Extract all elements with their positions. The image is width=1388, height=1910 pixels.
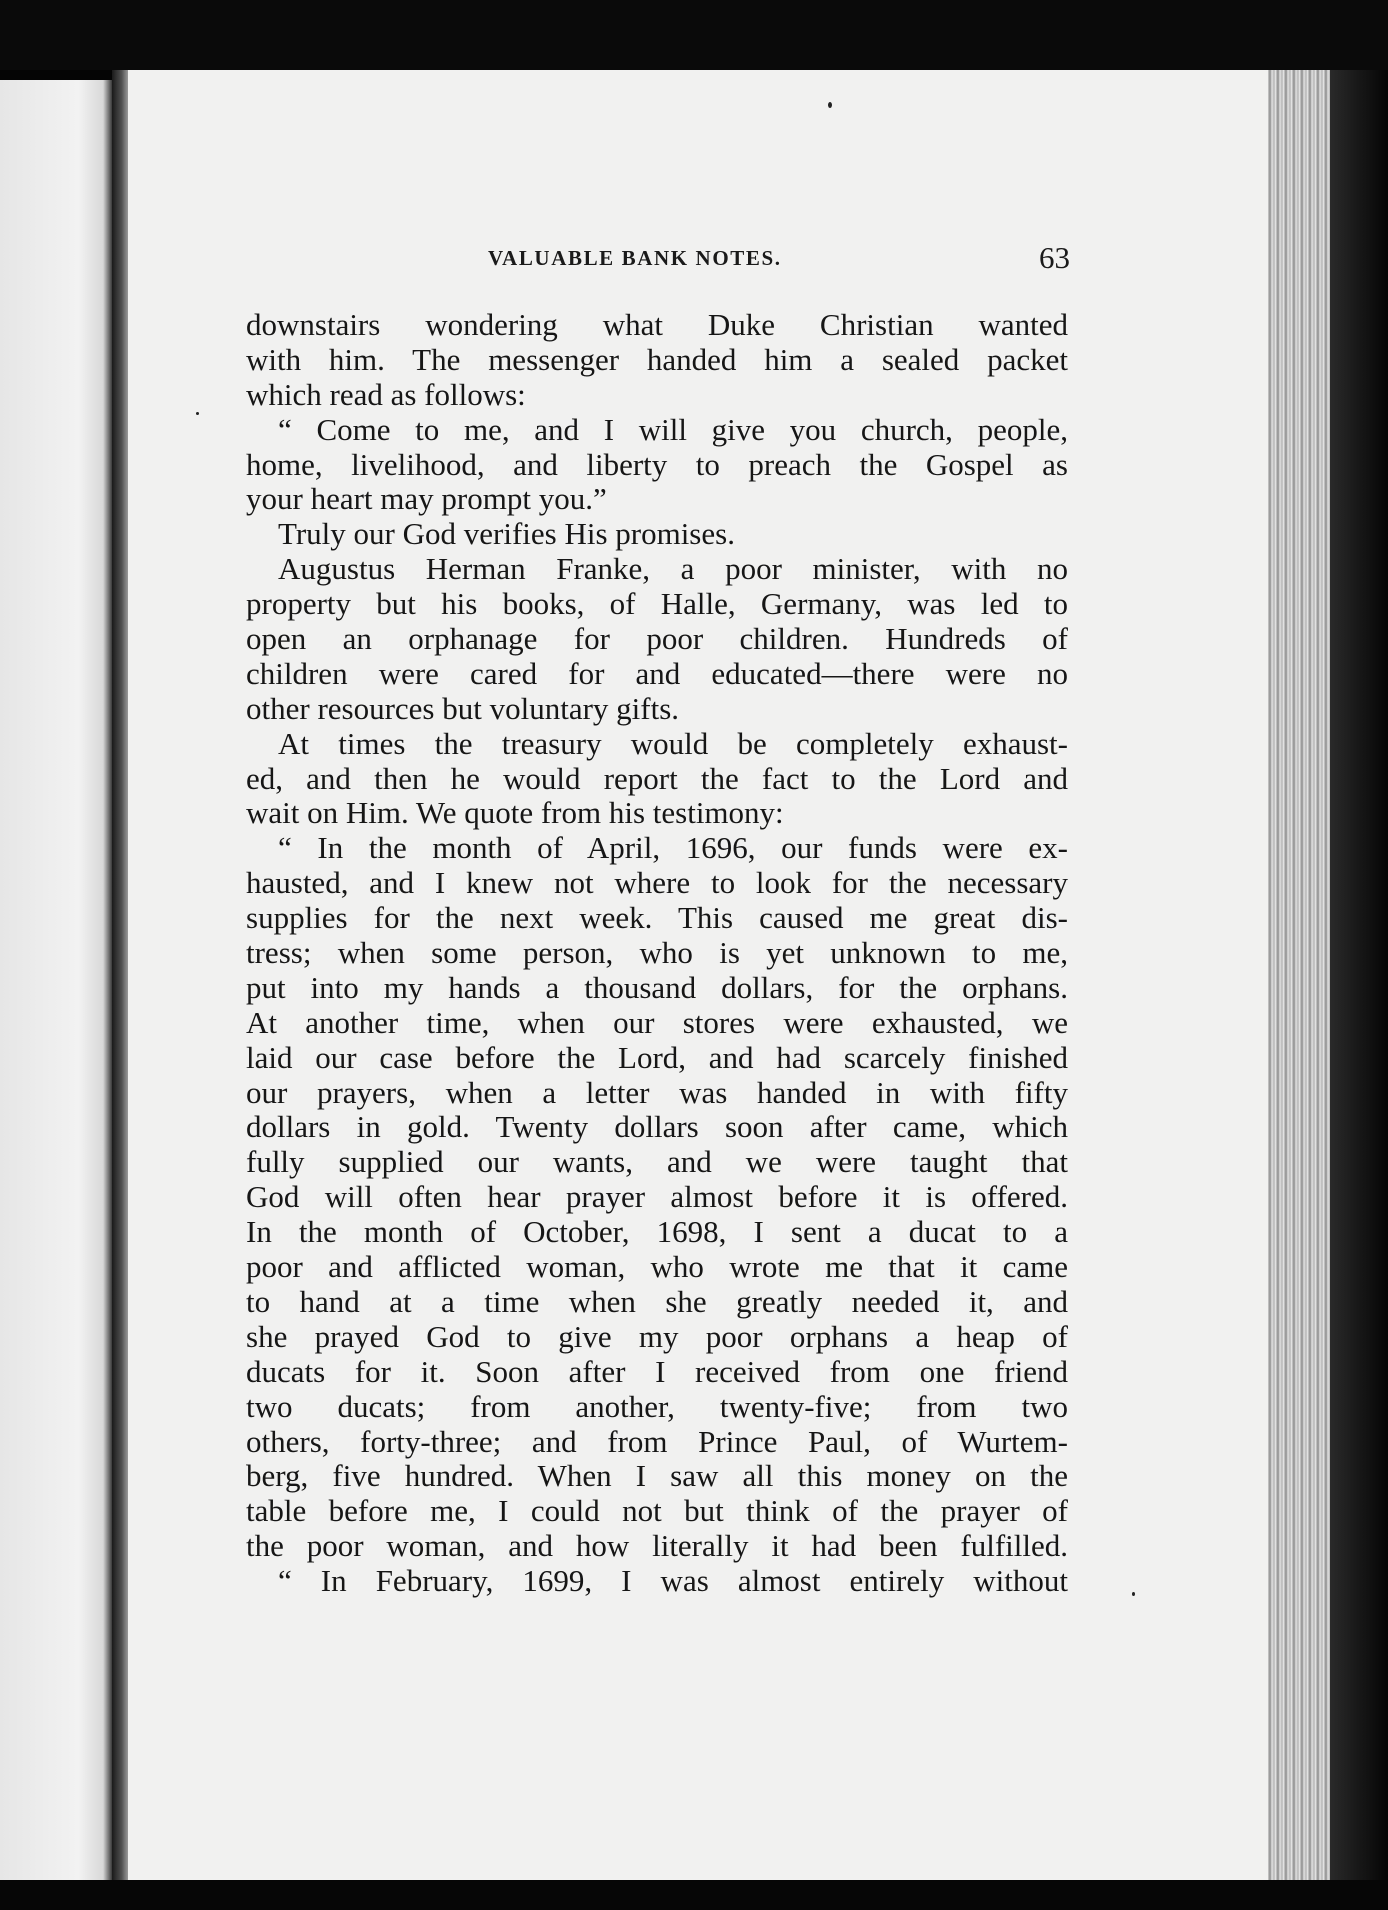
text-line: At times the treasury would be completely exhaust- [278,726,1068,761]
text-line: our prayers, when a letter was handed in with fifty [246,1075,1068,1110]
text-line: poor and afflicted woman, who wrote me that it came [246,1250,1068,1285]
text-line: with him. The messenger handed him a sealed packet [246,342,1068,377]
text-line: open an orphanage for poor children. Hundreds of [246,622,1068,657]
text-line: the poor woman, and how literally it had been fulfilled. [246,1529,1068,1564]
ink-speck [1132,1592,1135,1596]
page-number: 63 [1039,240,1070,275]
text-line: home, livelihood, and liberty to preach the Gospel as [246,447,1068,482]
text-line: other resources but voluntary gifts. [246,691,680,726]
ink-speck [196,412,199,415]
text-line: your heart may prompt you.” [246,482,607,517]
text-line: berg, five hundred. When I saw all this money on the [246,1459,1068,1494]
text-line: supplies for the next week. This caused me great dis- [246,901,1068,936]
text-line: At another time, when our stores were exhausted, we [246,1005,1068,1040]
running-head [240,240,1070,280]
text-line: “ In February, 1699, I was almost entirely without [278,1564,1068,1599]
scan-frame-top [0,0,1388,70]
text-line: wait on Him. We quote from his testimony: [246,796,784,831]
text-line: fully supplied our wants, and we were taught that [246,1145,1068,1180]
text-line: property but his books, of Halle, Germany, was led to [246,587,1068,622]
text-line: put into my hands a thousand dollars, for the orphans. [246,970,1068,1005]
text-line: Truly our God verifies His promises. [278,517,735,552]
text-line: “ Come to me, and I will give you church, people, [278,412,1068,447]
ink-speck [828,102,832,108]
text-line: hausted, and I knew not where to look for the necessary [246,866,1068,901]
text-line: Augustus Herman Franke, a poor minister, with no [278,552,1068,587]
facing-page-edge [0,80,112,1890]
text-line: she prayed God to give my poor orphans a heap of [246,1319,1068,1354]
text-line: dollars in gold. Twenty dollars soon after came, which [246,1110,1068,1145]
book-gutter [112,70,128,1890]
scan-frame-bottom [0,1880,1388,1910]
body-text [246,308,1068,1599]
text-line: two ducats; from another, twenty-five; from two [246,1389,1068,1424]
text-line: ducats for it. Soon after I received from one friend [246,1354,1068,1389]
text-line: others, forty-three; and from Prince Paul, of Wurtem- [246,1424,1068,1459]
text-line: tress; when some person, who is yet unknown to me, [246,936,1068,971]
text-line: table before me, I could not but think of the prayer of [246,1494,1068,1529]
text-line: children were cared for and educated—there were no [246,656,1068,691]
text-line: downstairs wondering what Duke Christian wanted [246,308,1068,342]
text-line: laid our case before the Lord, and had scarcely finished [246,1040,1068,1075]
page-fore-edge [1268,70,1330,1885]
text-line: to hand at a time when she greatly needed it, and [246,1284,1068,1319]
text-line: In the month of October, 1698, I sent a ducat to a [246,1215,1068,1250]
text-line: “ In the month of April, 1696, our funds were ex- [278,831,1068,866]
text-line: which read as follows: [246,377,526,412]
text-line: God will often hear prayer almost before it is offered. [246,1180,1068,1215]
running-title: VALUABLE BANK NOTES. [488,246,782,270]
text-line: ed, and then he would report the fact to the Lord and [246,761,1068,796]
scan-shadow-right [1330,70,1388,1885]
